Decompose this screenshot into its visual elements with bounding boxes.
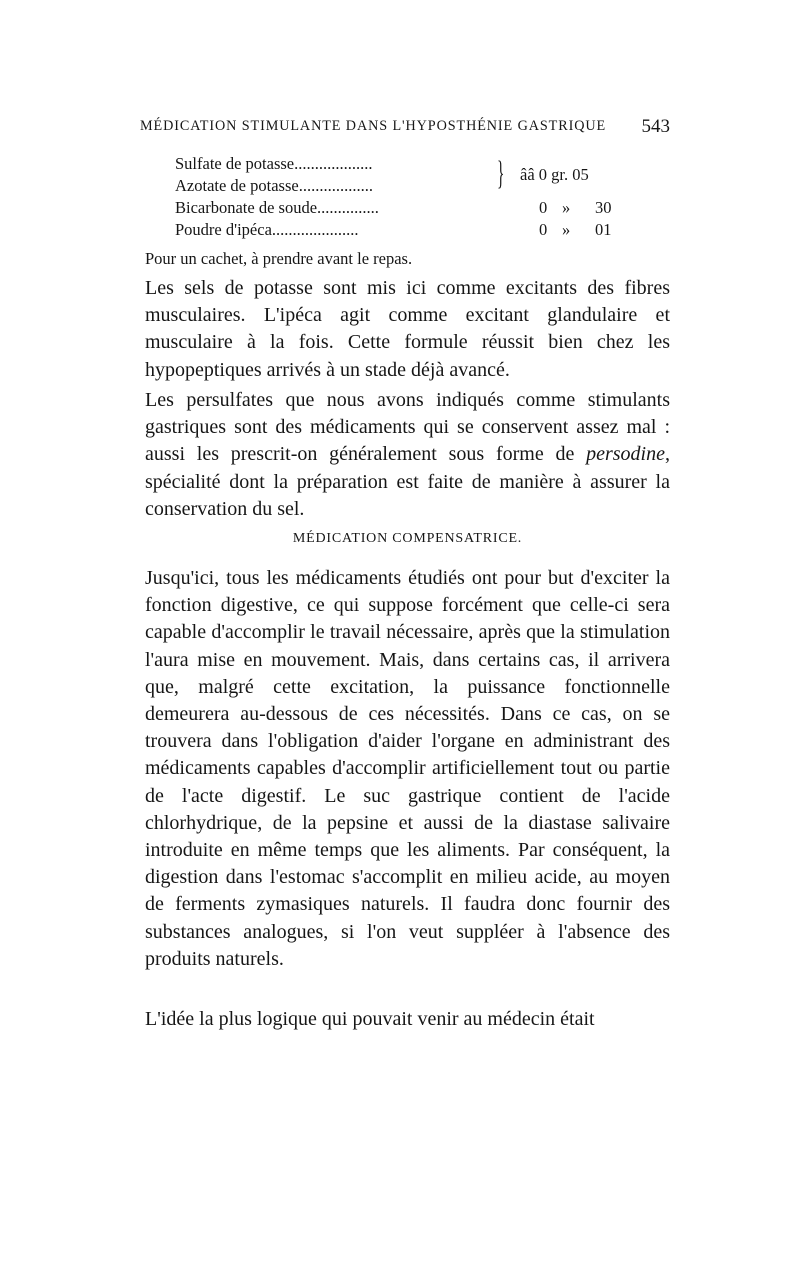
formula-note: Pour un cachet, à prendre avant le repas. xyxy=(145,249,413,268)
dose-grams: 0 xyxy=(539,220,548,239)
paragraph-persulfates xyxy=(145,387,670,523)
ingredient-name: Sulfate de potasse................... xyxy=(175,154,373,173)
ingredient-name: Bicarbonate de soude............... xyxy=(175,198,379,217)
ingredient-name: Poudre d'ipéca..................... xyxy=(175,220,359,239)
prescription-formula xyxy=(175,153,625,241)
formula-row xyxy=(175,175,625,197)
dose-separator: » xyxy=(562,220,571,239)
paragraph-potassium-salts: Les sels de potasse sont mis ici comme excitants des fibres musculaires. L'ipéca agit comme excitant glandulaire et musculaire à la fois. Cette formule réussit bien chez les hypopeptiques arrivés à un stade déjà avancé. xyxy=(145,277,670,381)
page-number: 543 xyxy=(641,116,670,137)
formula-row xyxy=(175,219,625,241)
ingredient-name: Azotate de potasse.................. xyxy=(175,176,373,195)
paragraph-compensatory: Jusqu'ici, tous les médicaments étudiés ont pour but d'exciter la fonction digestive, ce qui suppose forcément que celle-ci sera capable d'accomplir le travail nécessaire, après que la stimulation l'aura mise en mouvement. Mais, dans certains cas, il arrivera que, malgré cette excitation, la puissance fonctionnelle demeurera au-dessous de ces nécessités. Dans ce cas, on se trouvera dans l'obligation d'aider l'organe en administrant des médicaments capables d'accomplir artificiellement tout ou partie de l'acte digestif. Le suc gastrique contient de l'acide chlorhydrique, de la pepsine et aussi de la diastase salivaire introduite en même temps que les aliments. Par conséquent, la digestion dans l'estomac s'accomplit en milieu acide, au moyen de ferments zymasiques naturels. Il faudra donc fournir des substances analogues, si l'on veut suppléer à l'absence des produits naturels. xyxy=(145,567,670,970)
running-head xyxy=(140,118,670,140)
brace-symbol: } xyxy=(497,155,505,192)
section-heading: MÉDICATION COMPENSATRICE. xyxy=(292,531,523,546)
shared-dose: ââ 0 gr. 05 xyxy=(520,165,589,184)
paragraph-text: Les persulfates que nous avons indiqués comme stimulants gastriques sont des médicaments qui se conservent assez mal : aussi les prescrit-on généralement sous forme de xyxy=(145,389,670,466)
persodine-term: persodine xyxy=(586,443,665,466)
dose-separator: » xyxy=(562,198,571,217)
paragraph-logical-idea: L'idée la plus logique qui pouvait venir au médecin était xyxy=(145,1008,595,1030)
running-title: MÉDICATION STIMULANTE DANS L'HYPOSTHÉNIE GASTRIQUE xyxy=(140,118,607,134)
paragraph-text: , spécialité dont la préparation est faite de manière à assurer la conservation du sel. xyxy=(145,443,670,520)
formula-row xyxy=(175,197,625,219)
dose-fraction: 01 xyxy=(595,220,612,239)
dose-fraction: 30 xyxy=(595,198,612,217)
dose-grams: 0 xyxy=(539,198,548,217)
